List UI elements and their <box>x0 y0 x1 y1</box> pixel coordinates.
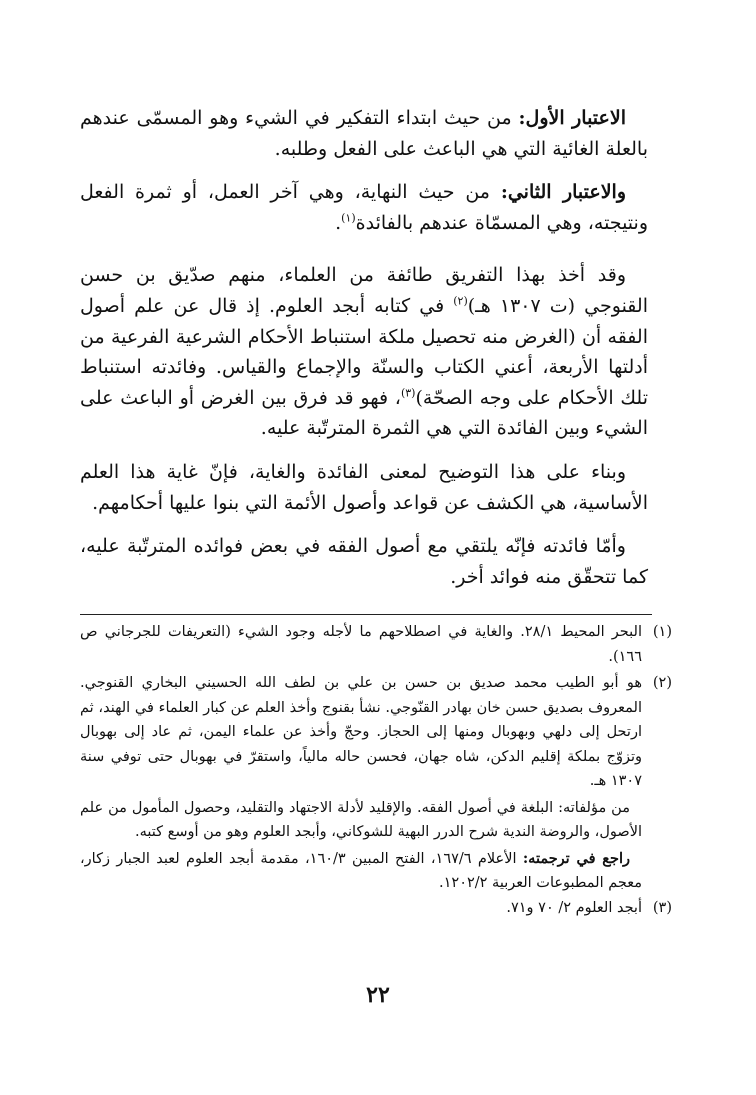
qannuji-text-part1: وقد أخذ بهذا التفريق طائفة من العلماء، منهم صدّيق بن حسن القنوجي (ت ١٣٠٧ هـ) <box>80 264 648 317</box>
footnote-2-number: (٢) <box>652 675 672 691</box>
first-consideration-text: من حيث ابتداء التفكير في الشيء وهو المسمّى عندهم بالعلة الغائية التي هي الباعث على الفعل وطلبه. <box>80 107 648 160</box>
footnote-2-references-text: الأعلام ١٦٧/٦، الفتح المبين ١٦٠/٣، مقدمة أبجد العلوم لعبد الجبار زكار، معجم المطبوعات العربية ١٢٠٢/٢. <box>80 850 642 891</box>
footnote-1-number: (١) <box>652 624 672 640</box>
benefit-text: وأمّا فائدته فإنّه يلتقي مع أصول الفقه في بعض فوائده المترتّبة عليه، كما تتحقّق منه فوائد أخر. <box>80 535 648 588</box>
footnote-2-text: هو أبو الطيب محمد صديق بن حسن بن علي بن لطف الله الحسيني البخاري القنوجي. المعروف بصديق حسن خان بهادر القنّوجي. نشأ بقنوج وأخذ العلم عن كبار العلماء في الهند، ثم ارتحل إلى دلهي وبهوبال ومنها إلى الحجاز. وحجّ وأخذ عن علماء اليمن، ثم عاد إلى بهوبال وتزوّج بملكة إقليم الدكن، شاه جهان، فحسن حاله مالياً، واستقرّ في بهوبال حتى توفي سنة ١٣٠٧ هـ. <box>80 675 642 789</box>
footnote-3-text: أبجد العلوم ٢/ ٧٠ و٧١. <box>506 899 642 916</box>
paragraph-second-consideration <box>80 177 648 238</box>
paragraph-purpose <box>80 457 648 518</box>
main-text <box>80 103 648 592</box>
second-consideration-heading: والاعتبار الثاني: <box>500 181 626 204</box>
purpose-text: وبناء على هذا التوضيح لمعنى الفائدة والغاية، فإنّ غاية هذا العلم الأساسية، هي الكشف عن قواعد وأصول الأئمة التي بنوا عليها أحكامهم. <box>80 460 648 514</box>
footnote-2 <box>80 671 672 794</box>
footnote-2-works: من مؤلفاته: البلغة في أصول الفقه. والإقليد لأدلة الاجتهاد والتقليد، وحصول المأمول من علم الأصول، والروضة الندية شرح الدرر البهية للشوكاني، وأبجد العلوم وهو من أوسع كتبه. <box>80 799 642 840</box>
second-consideration-text: من حيث النهاية، وهي آخر العمل، أو ثمرة الفعل ونتيجته، وهي المسمّاة عندهم بالفائدة <box>80 181 648 234</box>
footnote-2-references-lead: راجع في ترجمته: <box>522 849 630 867</box>
footnote-ref-2: (٢) <box>453 294 468 308</box>
page-number: ٢٢ <box>366 982 390 1008</box>
paragraph-benefit <box>80 531 648 592</box>
footnotes-section <box>80 620 672 920</box>
paragraph-first-consideration <box>80 103 648 164</box>
qannuji-text-part2: في كتابه أبجد العلوم. إذ قال عن علم أصول الفقه أن (الغرض منه تحصيل ملكة استنباط الأحكام الشرعية الفرعية من أدلتها الأربعة، أعني الكتاب والسنّة والإجماع والقياس. وفائدته استنباط تلك الأحكام على وجه الصحّة) <box>80 294 648 409</box>
second-consideration-end: . <box>335 211 342 234</box>
qannuji-text-part3: ، فهو قد فرق بين الغرض أو الباعث على الشيء وبين الفائدة التي هي الثمرة المترتّبة عليه. <box>80 386 648 440</box>
paragraph-qannuji <box>80 260 648 444</box>
footnote-3 <box>80 896 672 921</box>
footnote-ref-1: (١) <box>341 211 356 225</box>
footnote-3-number: (٣) <box>652 899 672 916</box>
footnote-divider <box>80 614 652 615</box>
first-consideration-heading: الاعتبار الأول: <box>518 107 626 129</box>
footnote-ref-3: (٣) <box>400 386 416 400</box>
footnote-1-text: البحر المحيط ٢٨/١. والغاية في اصطلاحهم ما لأجله وجود الشيء (التعريفات للجرجاني ص ١٦٦). <box>80 624 642 665</box>
footnote-2-references <box>80 847 672 896</box>
footnote-1 <box>80 620 672 669</box>
